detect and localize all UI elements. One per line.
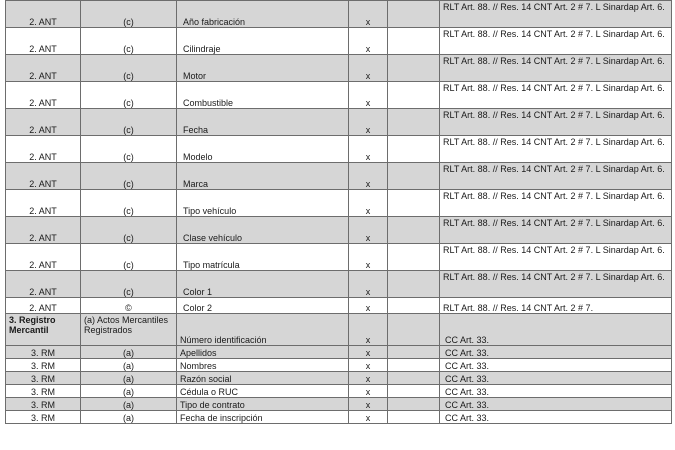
mark-cell: x [349, 28, 388, 55]
code-cell: 2. ANT [6, 244, 81, 271]
field-name: Cilindraje [177, 28, 349, 55]
empty-cell [388, 385, 440, 398]
table-row [6, 82, 672, 109]
section-title: 3. Registro Mercantil [6, 314, 81, 346]
mark-cell: x [349, 385, 388, 398]
reference-cell: CC Art. 33. [440, 372, 672, 385]
code-cell: 2. ANT [6, 298, 81, 314]
field-name: Color 2 [177, 298, 349, 314]
reference-cell: RLT Art. 88. // Res. 14 CNT Art. 2 # 7. L Sinardap Art. 6. [440, 244, 672, 271]
mark-cell: x [349, 346, 388, 359]
reference-cell: RLT Art. 88. // Res. 14 CNT Art. 2 # 7. L Sinardap Art. 6. [440, 28, 672, 55]
type-cell: (a) [81, 372, 177, 385]
type-cell: (c) [81, 55, 177, 82]
type-cell: (a) [81, 411, 177, 424]
reference-cell: RLT Art. 88. // Res. 14 CNT Art. 2 # 7. L Sinardap Art. 6. [440, 271, 672, 298]
type-cell: (c) [81, 190, 177, 217]
reference-cell: RLT Art. 88. // Res. 14 CNT Art. 2 # 7. L Sinardap Art. 6. [440, 136, 672, 163]
field-name: Color 1 [177, 271, 349, 298]
empty-cell [388, 55, 440, 82]
type-cell: (c) [81, 28, 177, 55]
type-cell: (c) [81, 244, 177, 271]
code-cell: 2. ANT [6, 217, 81, 244]
reference-cell: CC Art. 33. [440, 398, 672, 411]
type-cell: © [81, 298, 177, 314]
reference-cell: CC Art. 33. [440, 359, 672, 372]
empty-cell [388, 136, 440, 163]
mark-cell: x [349, 190, 388, 217]
empty-cell [388, 346, 440, 359]
reference-cell: CC Art. 33. [440, 346, 672, 359]
reference-cell: CC Art. 33. [440, 314, 672, 346]
empty-cell [388, 1, 440, 28]
mark-cell: x [349, 372, 388, 385]
code-cell: 3. RM [6, 346, 81, 359]
mark-cell: x [349, 82, 388, 109]
table-row [6, 217, 672, 244]
empty-cell [388, 28, 440, 55]
code-cell: 3. RM [6, 372, 81, 385]
table-row [6, 346, 672, 359]
type-cell: (a) [81, 359, 177, 372]
table-row [6, 109, 672, 136]
rm-section-header-row [6, 314, 672, 346]
mark-cell: x [349, 359, 388, 372]
field-name: Combustible [177, 82, 349, 109]
table-row [6, 1, 672, 28]
empty-cell [388, 190, 440, 217]
table-row [6, 271, 672, 298]
field-name: Número identificación [177, 314, 349, 346]
code-cell: 2. ANT [6, 109, 81, 136]
field-name: Tipo vehículo [177, 190, 349, 217]
mark-cell: x [349, 109, 388, 136]
empty-cell [388, 163, 440, 190]
empty-cell [388, 271, 440, 298]
code-cell: 2. ANT [6, 28, 81, 55]
code-cell: 2. ANT [6, 190, 81, 217]
empty-cell [388, 217, 440, 244]
table-row [6, 385, 672, 398]
mark-cell: x [349, 398, 388, 411]
field-name: Apellidos [177, 346, 349, 359]
reference-cell: RLT Art. 88. // Res. 14 CNT Art. 2 # 7. L Sinardap Art. 6. [440, 1, 672, 28]
empty-cell [388, 359, 440, 372]
reference-cell: RLT Art. 88. // Res. 14 CNT Art. 2 # 7. L Sinardap Art. 6. [440, 109, 672, 136]
field-name: Tipo de contrato [177, 398, 349, 411]
code-cell: 2. ANT [6, 1, 81, 28]
field-name: Tipo matrícula [177, 244, 349, 271]
table-row [6, 372, 672, 385]
table-row [6, 190, 672, 217]
field-name: Razón social [177, 372, 349, 385]
reference-cell: RLT Art. 88. // Res. 14 CNT Art. 2 # 7. L Sinardap Art. 6. [440, 163, 672, 190]
mark-cell: x [349, 136, 388, 163]
section-type: (a) Actos Mercantiles Registrados [81, 314, 177, 346]
table-row [6, 163, 672, 190]
code-cell: 3. RM [6, 411, 81, 424]
code-cell: 2. ANT [6, 55, 81, 82]
mark-cell: x [349, 298, 388, 314]
table-row [6, 359, 672, 372]
reference-cell: RLT Art. 88. // Res. 14 CNT Art. 2 # 7. L Sinardap Art. 6. [440, 82, 672, 109]
field-name: Fecha [177, 109, 349, 136]
empty-cell [388, 109, 440, 136]
field-name: Modelo [177, 136, 349, 163]
type-cell: (c) [81, 271, 177, 298]
field-name: Motor [177, 55, 349, 82]
code-cell: 3. RM [6, 359, 81, 372]
field-name: Año fabricación [177, 1, 349, 28]
reference-cell: RLT Art. 88. // Res. 14 CNT Art. 2 # 7. L Sinardap Art. 6. [440, 55, 672, 82]
reference-cell: CC Art. 33. [440, 411, 672, 424]
mark-cell: x [349, 55, 388, 82]
type-cell: (a) [81, 385, 177, 398]
rm-rows [6, 346, 672, 424]
code-cell: 2. ANT [6, 136, 81, 163]
mark-cell: x [349, 411, 388, 424]
code-cell: 2. ANT [6, 271, 81, 298]
empty-cell [388, 298, 440, 314]
reference-cell: CC Art. 33. [440, 385, 672, 398]
table-row [6, 28, 672, 55]
field-name: Marca [177, 163, 349, 190]
type-cell: (a) [81, 398, 177, 411]
type-cell: (a) [81, 346, 177, 359]
table-row [6, 244, 672, 271]
table-row [6, 55, 672, 82]
type-cell: (c) [81, 217, 177, 244]
code-cell: 2. ANT [6, 163, 81, 190]
type-cell: (c) [81, 136, 177, 163]
mark-cell: x [349, 314, 388, 346]
mark-cell: x [349, 244, 388, 271]
empty-cell [388, 82, 440, 109]
code-cell: 2. ANT [6, 82, 81, 109]
type-cell: (c) [81, 1, 177, 28]
field-name: Fecha de inscripción [177, 411, 349, 424]
reference-cell: RLT Art. 88. // Res. 14 CNT Art. 2 # 7. L Sinardap Art. 6. [440, 190, 672, 217]
mark-cell: x [349, 163, 388, 190]
type-cell: (c) [81, 163, 177, 190]
reference-cell: RLT Art. 88. // Res. 14 CNT Art. 2 # 7. [440, 298, 672, 314]
mark-cell: x [349, 271, 388, 298]
type-cell: (c) [81, 109, 177, 136]
table-row [6, 136, 672, 163]
table-row [6, 398, 672, 411]
mark-cell: x [349, 217, 388, 244]
empty-cell [388, 314, 440, 346]
field-name: Cédula o RUC [177, 385, 349, 398]
code-cell: 3. RM [6, 385, 81, 398]
table-row [6, 411, 672, 424]
empty-cell [388, 372, 440, 385]
table-row [6, 298, 672, 314]
empty-cell [388, 411, 440, 424]
empty-cell [388, 244, 440, 271]
data-sources-table [5, 0, 672, 424]
empty-cell [388, 398, 440, 411]
mark-cell: x [349, 1, 388, 28]
ant-section [6, 1, 672, 314]
reference-cell: RLT Art. 88. // Res. 14 CNT Art. 2 # 7. L Sinardap Art. 6. [440, 217, 672, 244]
code-cell: 3. RM [6, 398, 81, 411]
field-name: Clase vehículo [177, 217, 349, 244]
field-name: Nombres [177, 359, 349, 372]
type-cell: (c) [81, 82, 177, 109]
rm-section [6, 314, 672, 346]
